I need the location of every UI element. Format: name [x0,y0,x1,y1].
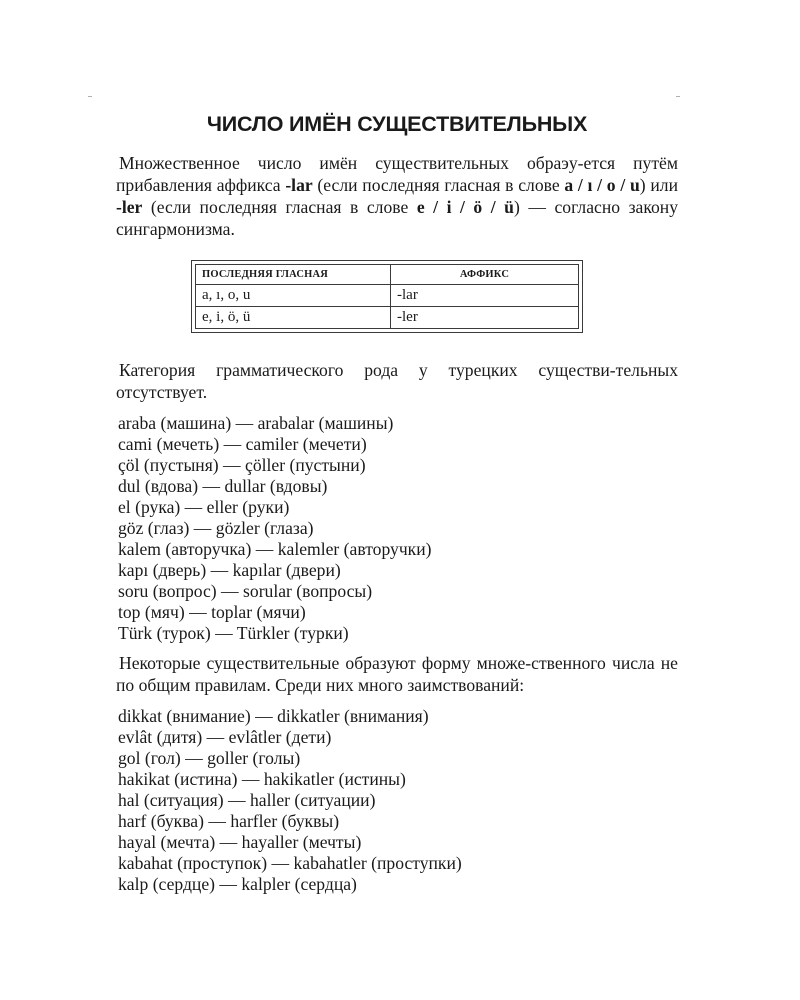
list-item: hayal (мечта) — hayaller (мечты) [118,832,362,852]
affix-table [195,264,579,329]
back-vowels: a / ı / o / u [564,175,640,195]
intro-paragraph [116,152,678,240]
list-item: el (рука) — eller (руки) [118,497,290,517]
table-cell-affix: -lar [391,285,579,307]
list-item: dul (вдова) — dullar (вдовы) [118,476,328,496]
gender-paragraph: Категория грамматического рода у турецких существи-тельных отсутствует. [116,360,678,402]
irregular-plural-list [116,706,678,895]
affix-ler: -ler [116,197,143,217]
list-item: Türk (турок) — Türkler (турки) [118,623,349,643]
crop-mark-right [676,96,680,97]
list-item: kalem (авторучка) — kalemler (авторучки) [118,539,432,559]
affix-lar: -lar [285,175,313,195]
page-content [116,108,678,895]
table-row [196,307,579,329]
intro-text-4: (если последняя гласная в слове [142,197,417,217]
table-cell-affix: -ler [391,307,579,329]
list-item: harf (буква) — harfler (буквы) [118,811,340,831]
list-item: araba (машина) — arabalar (машины) [118,413,394,433]
table-cell-vowels: a, ı, o, u [196,285,391,307]
table-header-vowel: ПОСЛЕДНЯЯ ГЛАСНАЯ [196,265,391,285]
table-cell-vowels: e, i, ö, ü [196,307,391,329]
list-item: kalp (сердце) — kalpler (сердца) [118,874,357,894]
crop-mark-left [88,96,92,97]
regular-plural-list [116,413,678,644]
table-header-affix: АФФИКС [391,265,579,285]
list-item: çöl (пустыня) — çöller (пустыни) [118,455,366,475]
list-item: kabahat (проступок) — kabahatler (проступки) [118,853,462,873]
list-item: hal (ситуация) — haller (ситуации) [118,790,376,810]
front-vowels: e / i / ö / ü [416,197,514,217]
irregular-paragraph: Некоторые существительные образуют форму множе-ственного числа не по общим правилам. Среди них много заимствований: [116,653,678,695]
list-item: göz (глаз) — gözler (глаза) [118,518,314,538]
table-row [196,285,579,307]
page-title: ЧИСЛО ИМЁН СУЩЕСТВИТЕЛЬНЫХ [206,112,588,136]
list-item: hakikat (истина) — hakikatler (истины) [118,769,406,789]
list-item: gol (гол) — goller (голы) [118,748,301,768]
intro-text-2: (если последняя гласная в слове [312,175,565,195]
list-item: dikkat (внимание) — dikkatler (внимания) [118,706,429,726]
intro-text-5: ) — согласно закону сингармонизма. [116,197,678,239]
intro-text-3: ) или [639,175,678,195]
table-header-row [196,265,579,285]
intro-text-1: Множественное число имён существительных обраэу-ется путём прибавления аффикса [116,153,678,195]
list-item: soru (вопрос) — sorular (вопросы) [118,581,373,601]
list-item: evlât (дитя) — evlâtler (дети) [118,727,332,747]
list-item: kapı (дверь) — kapılar (двери) [118,560,341,580]
list-item: top (мяч) — toplar (мячи) [118,602,306,622]
list-item: cami (мечеть) — camiler (мечети) [118,434,367,454]
affix-table-frame [191,260,583,333]
